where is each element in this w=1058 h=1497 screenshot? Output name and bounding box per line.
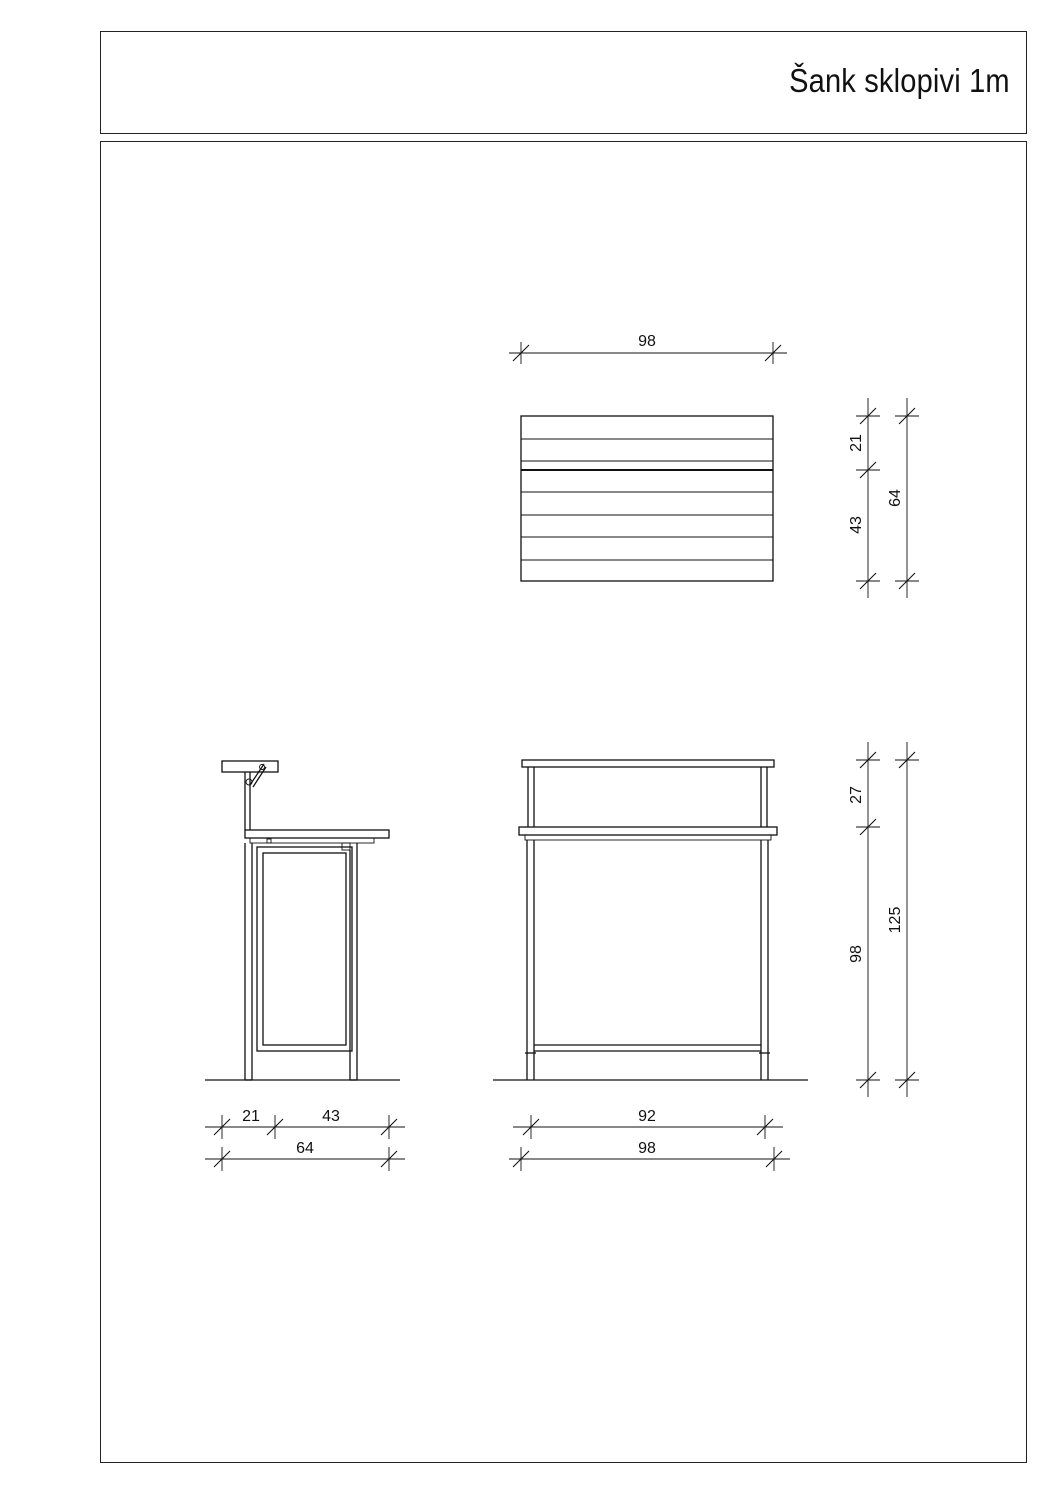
- dim-label-top-width: 98: [638, 333, 656, 350]
- dim-top-depth-total: [887, 398, 919, 598]
- dim-label-front-total-height: 125: [887, 906, 904, 934]
- dim-label-front-upper-height: 27: [848, 786, 865, 804]
- dim-label-top-back-depth: 43: [848, 516, 865, 534]
- dim-label-front-inner-width: 92: [638, 1108, 656, 1125]
- drawing-title: Šank sklopivi 1m: [789, 62, 1010, 99]
- dim-front-height-split: [848, 742, 880, 1097]
- dim-side-depth-split: [205, 1108, 405, 1139]
- front-view: [493, 760, 808, 1080]
- dim-label-top-front-depth: 21: [848, 434, 865, 452]
- dim-label-top-total-depth: 64: [887, 489, 904, 507]
- dim-top-width: [509, 333, 787, 364]
- dim-side-depth-total: [205, 1140, 405, 1171]
- side-view: [205, 761, 400, 1080]
- dim-label-front-outer-width: 98: [638, 1140, 656, 1157]
- dim-label-side-front-depth: 21: [242, 1108, 260, 1125]
- dim-front-outer-width: [509, 1140, 790, 1171]
- top-view: [521, 416, 773, 581]
- dim-label-front-lower-height: 98: [848, 945, 865, 963]
- dim-front-inner-width: [513, 1108, 783, 1139]
- dim-label-side-total-depth: 64: [296, 1140, 314, 1157]
- dim-top-depth-split: [848, 398, 880, 598]
- dim-label-side-back-depth: 43: [322, 1108, 340, 1125]
- dim-front-height-total: [887, 742, 919, 1097]
